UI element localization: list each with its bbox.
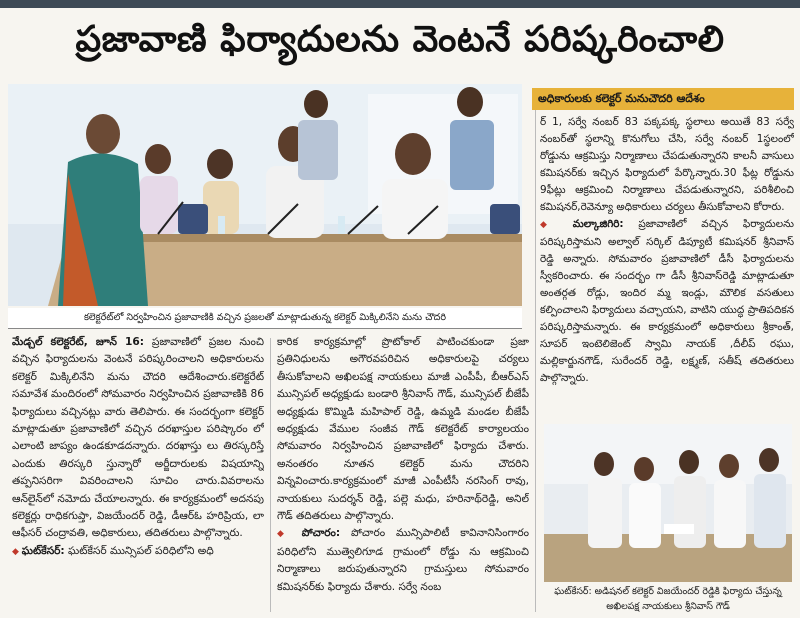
complaint-photo-illustration <box>544 424 792 582</box>
bullet-icon: ◆ <box>12 546 22 557</box>
location-pocharam: పోచారం: <box>301 527 341 540</box>
column-1-subitem <box>12 543 264 561</box>
location-malkajgiri: మల్కాజిగిరి: <box>572 218 624 230</box>
column-1-sub-body: ఘట్‌కేసర్ మున్సిపల్ పరిధిలోని అధి <box>64 544 214 557</box>
column-2-sub-body: పోచారం మున్సిపాలిటీ కావినానిసింగారం పరిధిలోని ముత్వెలిగూడ గ్రామంలో రోడ్డు ను ఆక్రమించి నిర్మాణాలు జరుపుతున్నారని గ్రామస్తులు సోమవారం కమిషనర్‌కు ఫిర్యాదు చేశారు. సర్వే నంబ <box>277 527 529 593</box>
column-2-paragraph: కారిక కార్యక్రమాల్లో ప్రొటోకాల్ పాటించకుండా ప్రజా ప్రతినిధులను అగౌరవపరిచిన అధికారులపై చర్యలు తీసుకోవాలని అఖిలపక్ష నాయకులు మాజీ ఎంపీపీ, బీఆర్‌ఎస్ మున్సిపల్ అధ్యక్షుడు బండారి శ్రీనివాస్ గౌడ్, మున్సిపల్ బీజేపీ అధ్యక్షుడు కొమ్మిడి మహిపాల్ రెడ్డి, ఉమ్మడి మండల బీజేపీ అధ్యక్షుడు వేముల సంజీవ గౌడ్ కలెక్టరేట్ కార్యాలయం సోమవారం నిర్వహించిన ప్రజావాణిలో ఫిర్యాదు చేశారు. అనంతరం నూతన కలెక్టర్ మను చౌదరిని విన్నవించారు.కార్యక్రమంలో మాజీ ఎంపీటీసీ నరసింగ్ రావు, నాయకులు సుదర్శన్ రెడ్డి, పల్లె మధు, హరినాథ్‌రెడ్డి, అనిల్ గౌడ్ తదితరులు పాల్గొన్నారు. <box>277 336 529 523</box>
top-color-bar <box>0 0 800 8</box>
dateline: మేడ్చల్ కలెక్టరేట్, జూన్ 16: <box>12 336 145 348</box>
subheadline-text: అధికారులకు కలెక్టర్ మనుచౌదరి ఆదేశం <box>538 92 705 105</box>
subheadline <box>532 88 794 110</box>
location-ghatkesar: ఘట్‌కేసర్: <box>21 544 65 557</box>
secondary-photo <box>544 424 792 582</box>
secondary-photo-caption-text: ఘట్‌కేసర్: అడిషనల్ కలెక్టర్ విజయేందర్ రెడ్డికి ఫిర్యాదు చేస్తున్న అఖిలపక్ష నాయకులు శ్రీనివాస్ గౌడ్ <box>554 586 782 612</box>
column-divider <box>535 88 536 612</box>
bullet-icon: ◆ <box>540 220 573 230</box>
article-column-3 <box>540 114 794 420</box>
main-photo-caption-text: కలెక్టరేట్‌లో నిర్వహించిన ప్రజావాణికి వచ్చిన ప్రజలతో మాట్లాడుతున్న కలెక్టర్ మిక్కిలినేని మను చౌదరి <box>83 312 447 323</box>
column-1-paragraph <box>12 334 264 543</box>
meeting-photo-illustration <box>8 84 522 306</box>
column-2-subitem <box>277 525 529 596</box>
column-divider <box>270 338 271 612</box>
article-column-2 <box>277 334 529 616</box>
main-photo <box>8 84 522 306</box>
headline <box>0 10 800 78</box>
bullet-icon: ◆ <box>277 529 302 540</box>
column-3-sub-body: ప్రజావాణిలో వచ్చిన ఫిర్యాదులను పరిష్కరిస్తామని అల్వాల్ సర్కిల్ డిప్యూటీ కమిషనర్ శ్రీనివాస్ రెడ్డి అన్నారు. సోమవారం ప్రజావాణిలో డీసీ ఫిర్యాదులను స్వీకరించారు. ఈ సందర్భం గా డీసీ శ్రీనివాస్‌రెడ్డి మాట్లాడుతూ అంతర్గత రోడ్లు, ఇందిర మ్మ ఇండ్లు, మౌలిక వసతులు కల్పించాలని ఫిర్యాదులు వచ్చాయని, వాటిని యుద్ధ ప్రాతిపదికన పరిష్కరిస్తామన్నారు. ఈ కార్యక్రమంలో అధికారులు శ్రీకాంత్, సూపర్ ఇంటెలిజెంట్ స్వామి నాయక్ ,దీలీప్ రఘు, మల్లికార్జునగౌడ్, సురేందర్ రెడ్డి, లక్ష్మణ్, సతీష్ తదితరులు పాల్గొన్నారు. <box>540 218 794 384</box>
headline-text: ప్రజావాణి ఫిర్యాదులను వెంటనే పరిష్కరించాలి <box>75 19 725 60</box>
column-3-subitem <box>540 216 794 387</box>
article-column-1 <box>12 334 264 616</box>
column-1-body: ప్రజావాణిలో ప్రజల నుంచి వచ్చిన ఫిర్యాదులను వెంటనే పరిష్కరించాలని అధికారులను కలెక్టర్ మిక్కిలినేని మను చౌదరి ఆదేశించారు.కలెక్టరేట్ సమావేశ మందిరంలో సోమవారం నిర్వహించిన ప్రజావాణికి 86 ఫిర్యాదులు వచ్చినట్లు వారు తెలిపారు. ఈ సందర్భంగా కలెక్టర్ మాట్లాడుతూ ప్రజావాణిలో వచ్చిన దరఖాస్తుల పరిష్కారం లో ఎలాంటి జాప్యం ఉండకూడదన్నారు. దరఖాస్తు లు తిరస్కరిస్తే ఎందుకు తిరస్కరి స్తున్నారో అర్జీదారులకు విషయాన్ని తప్పనిసరిగా వివరించాలని సూచిం చారు.వివరాలను ఆన్‌లైన్‌లో నమోదు చేయాలన్నారు. ఈ కార్యక్రమంలో అదనపు కలెక్టర్లు రాధికగుప్తా, విజయేందర్ రెడ్డి, డీఆర్ఓ హరిప్రియ, లా ఆఫీసర్ చంద్రావతి, అధికారులు, తదితరులు పాల్గొన్నారు. <box>12 336 264 540</box>
secondary-photo-caption <box>544 584 792 616</box>
column-3-paragraph: ర్ 1, సర్వే నంబర్ 83 పక్కపక్క స్థలాలు అయితే 83 సర్వే నంబర్‌తో స్థలాన్ని కొనుగోలు చేసి, సర్వే నంబర్ 1స్థలంలో రోడ్డును ఆక్రమిస్తు నిర్మాణాలు చేపడుతున్నారని కాలనీ వాసులు కమిషనర్‌కు ఇచ్చిన ఫిర్యాదులో పేర్కొన్నారు.30 ఫీట్ల రోడ్డును 9ఫీట్లు ఆక్రమించి నిర్మాణాలు చేపడుతున్నారని, పరిశీలించి కమిషనర్,రెవెన్యూ అధికారులు చర్యలు తీసుకోవాలని కోరారు. <box>540 116 794 213</box>
main-photo-caption <box>8 308 522 329</box>
